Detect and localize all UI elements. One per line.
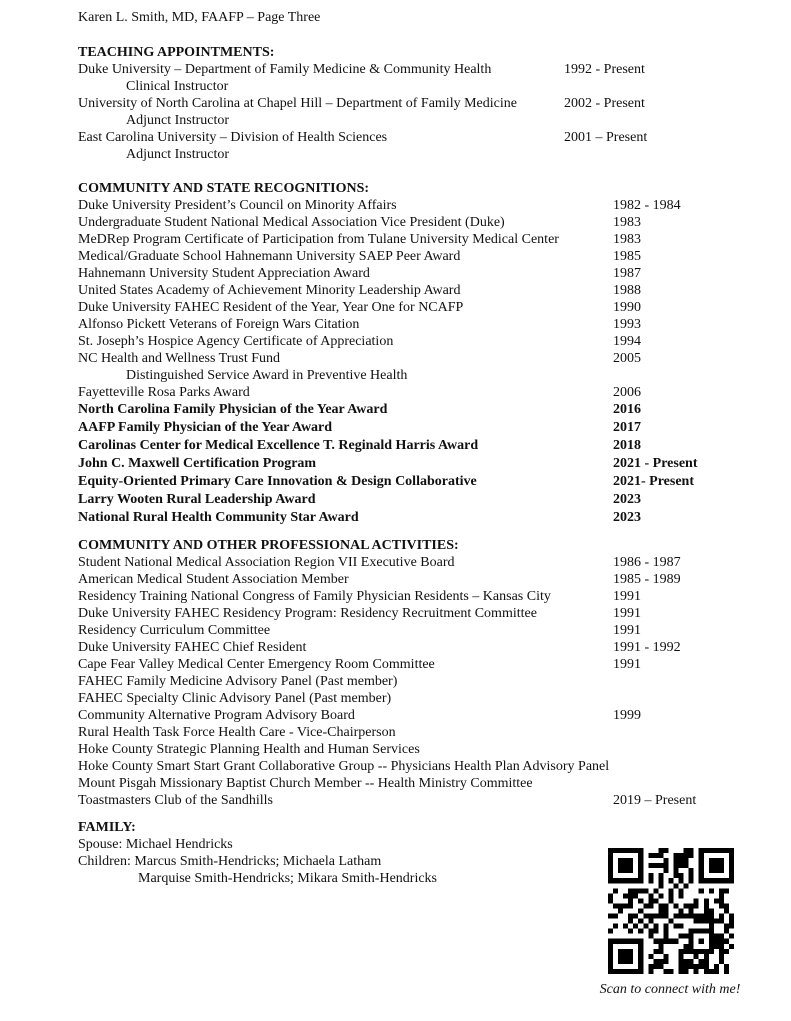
family-children-cont: Marquise Smith-Hendricks; Mikara Smith-Hendricks xyxy=(138,871,438,886)
recognition-date: 2021- Present xyxy=(613,474,694,489)
qr-caption: Scan to connect with me! xyxy=(599,982,741,997)
recognition-date: 2023 xyxy=(613,510,641,525)
resume-page xyxy=(78,9,758,887)
family-children: Children: Marcus Smith-Hendricks; Michaela Latham xyxy=(78,854,382,869)
recognition-text: AAFP Family Physician of the Year Award xyxy=(78,420,333,435)
recognition-item xyxy=(78,419,758,437)
recognition-item xyxy=(78,437,758,455)
activity-text: Duke University FAHEC Chief Resident xyxy=(78,640,307,655)
activity-text: Hoke County Smart Start Grant Collaborative Group -- Physicians Health Plan Advisory Panel xyxy=(78,759,610,774)
recognition-text: Carolinas Center for Medical Excellence T. Reginald Harris Award xyxy=(78,438,479,453)
recognition-item xyxy=(78,401,758,419)
activity-item xyxy=(78,775,758,792)
qr-code-icon[interactable] xyxy=(608,848,734,974)
teaching-role: Clinical Instructor xyxy=(126,79,229,94)
recognition-date: 1994 xyxy=(613,334,641,349)
recognition-item xyxy=(78,509,758,527)
recognition-date: 1985 xyxy=(613,249,641,264)
activity-date: 1991 xyxy=(613,657,641,672)
recognition-date: 2018 xyxy=(613,438,641,453)
activity-text: FAHEC Family Medicine Advisory Panel (Past member) xyxy=(78,674,398,689)
recognition-item xyxy=(78,214,758,231)
recognition-text: Medical/Graduate School Hahnemann University SAEP Peer Award xyxy=(78,249,461,264)
recognition-text: MeDRep Program Certificate of Participation from Tulane University Medical Center xyxy=(78,232,559,247)
teaching-date: 2001 – Present xyxy=(564,130,648,145)
teaching-org: East Carolina University – Division of Health Sciences xyxy=(78,130,388,145)
activity-item xyxy=(78,690,758,707)
recognition-item xyxy=(78,197,758,214)
recognition-text: Equity-Oriented Primary Care Innovation & Design Collaborative xyxy=(78,474,477,489)
recognition-date: 2016 xyxy=(613,402,641,417)
activity-text: Rural Health Task Force Health Care - Vice-Chairperson xyxy=(78,725,396,740)
recognition-text: John C. Maxwell Certification Program xyxy=(78,456,317,471)
activity-text: Hoke County Strategic Planning Health and Human Services xyxy=(78,742,420,757)
teaching-role: Adjunct Instructor xyxy=(126,113,230,128)
activity-item xyxy=(78,741,758,758)
activity-item xyxy=(78,792,758,809)
activity-item xyxy=(78,758,758,775)
teaching-org: University of North Carolina at Chapel Hill – Department of Family Medicine xyxy=(78,96,517,111)
recognition-date: 2021 - Present xyxy=(613,456,698,471)
activity-text: Mount Pisgah Missionary Baptist Church Member -- Health Ministry Committee xyxy=(78,776,533,791)
activity-text: Cape Fear Valley Medical Center Emergency Room Committee xyxy=(78,657,435,672)
recognition-text: Duke University FAHEC Resident of the Year, Year One for NCAFP xyxy=(78,300,464,315)
recognition-item xyxy=(78,316,758,333)
recognition-text: Larry Wooten Rural Leadership Award xyxy=(78,492,316,507)
family-spouse: Spouse: Michael Hendricks xyxy=(78,837,233,852)
recognition-text: North Carolina Family Physician of the Year Award xyxy=(78,402,388,417)
recognition-item xyxy=(78,473,758,491)
activity-item xyxy=(78,571,758,588)
recognition-text: Hahnemann University Student Appreciation Award xyxy=(78,266,370,281)
activity-text: American Medical Student Association Member xyxy=(78,572,349,587)
activity-item xyxy=(78,622,758,639)
activity-item xyxy=(78,639,758,656)
teaching-item xyxy=(78,61,758,78)
activities-section-title: COMMUNITY AND OTHER PROFESSIONAL ACTIVITIES: xyxy=(78,538,459,553)
activity-text: FAHEC Specialty Clinic Advisory Panel (Past member) xyxy=(78,691,392,706)
teaching-section-title: TEACHING APPOINTMENTS: xyxy=(78,45,275,60)
recognition-text: St. Joseph’s Hospice Agency Certificate of Appreciation xyxy=(78,334,394,349)
recognition-date: 1993 xyxy=(613,317,641,332)
recognition-item xyxy=(78,455,758,473)
recognition-text: NC Health and Wellness Trust Fund xyxy=(78,351,281,366)
recognition-text: Fayetteville Rosa Parks Award xyxy=(78,385,250,400)
recognition-date: 2005 xyxy=(613,351,641,366)
recognition-date: 1990 xyxy=(613,300,641,315)
activity-date: 1991 xyxy=(613,589,641,604)
activity-text: Community Alternative Program Advisory Board xyxy=(78,708,355,723)
recognition-text: Undergraduate Student National Medical Association Vice President (Duke) xyxy=(78,215,505,230)
activity-text: Duke University FAHEC Residency Program: Residency Recruitment Committee xyxy=(78,606,537,621)
activity-date: 1991 - 1992 xyxy=(613,640,681,655)
recognition-text: United States Academy of Achievement Minority Leadership Award xyxy=(78,283,461,298)
recognitions-section-title: COMMUNITY AND STATE RECOGNITIONS: xyxy=(78,181,370,196)
teaching-org: Duke University – Department of Family Medicine & Community Health xyxy=(78,62,492,77)
recognition-date: 1988 xyxy=(613,283,641,298)
recognition-date: 2023 xyxy=(613,492,641,507)
activity-text: Student National Medical Association Region VII Executive Board xyxy=(78,555,455,570)
recognition-subtext: Distinguished Service Award in Preventive Health xyxy=(126,368,408,383)
recognition-item xyxy=(78,231,758,248)
activity-date: 1985 - 1989 xyxy=(613,572,681,587)
teaching-role: Adjunct Instructor xyxy=(126,147,230,162)
recognition-item xyxy=(78,265,758,282)
recognition-date: 1983 xyxy=(613,215,641,230)
recognition-date: 2006 xyxy=(613,385,641,400)
activity-text: Residency Curriculum Committee xyxy=(78,623,271,638)
recognition-item xyxy=(78,491,758,509)
recognition-date: 1983 xyxy=(613,232,641,247)
teaching-item xyxy=(78,129,758,146)
recognition-text: National Rural Health Community Star Award xyxy=(78,510,359,525)
recognition-item xyxy=(78,248,758,265)
activities-list xyxy=(78,554,758,809)
activity-date: 1991 xyxy=(613,606,641,621)
recognition-date: 1982 - 1984 xyxy=(613,198,681,213)
recognition-item xyxy=(78,299,758,316)
page-header: Karen L. Smith, MD, FAAFP – Page Three xyxy=(78,10,321,25)
activity-item xyxy=(78,724,758,741)
recognition-item xyxy=(78,333,758,350)
activity-date: 1991 xyxy=(613,623,641,638)
activity-item xyxy=(78,588,758,605)
recognition-text: Duke University President’s Council on Minority Affairs xyxy=(78,198,397,213)
activity-text: Toastmasters Club of the Sandhills xyxy=(78,793,274,808)
activity-item xyxy=(78,673,758,690)
activity-item xyxy=(78,656,758,673)
activity-date: 2019 – Present xyxy=(613,793,697,808)
activity-date: 1986 - 1987 xyxy=(613,555,681,570)
teaching-date: 2002 - Present xyxy=(564,96,645,111)
recognition-item xyxy=(78,384,758,401)
recognition-date: 2017 xyxy=(613,420,641,435)
activity-text: Residency Training National Congress of Family Physician Residents – Kansas City xyxy=(78,589,551,604)
recognition-item xyxy=(78,350,758,367)
teaching-date: 1992 - Present xyxy=(564,62,645,77)
activity-item xyxy=(78,554,758,571)
recognitions-list xyxy=(78,197,758,527)
recognition-date: 1987 xyxy=(613,266,641,281)
activity-date: 1999 xyxy=(613,708,641,723)
recognition-text: Alfonso Pickett Veterans of Foreign Wars Citation xyxy=(78,317,360,332)
recognition-item xyxy=(78,282,758,299)
activity-item xyxy=(78,707,758,724)
teaching-list xyxy=(78,61,758,163)
family-section-title: FAMILY: xyxy=(78,820,136,835)
teaching-item xyxy=(78,95,758,112)
activity-item xyxy=(78,605,758,622)
